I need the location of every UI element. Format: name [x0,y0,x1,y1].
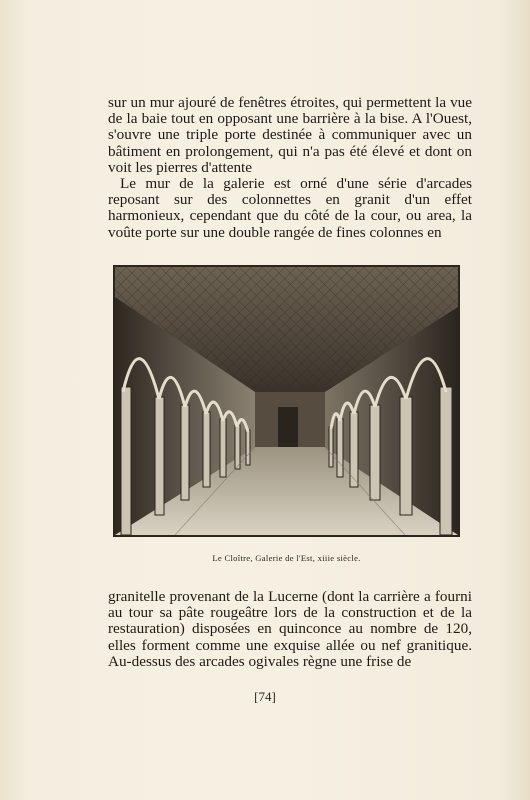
paragraph-2: Le mur de la galerie est orné d'une série d'arcades reposant sur des colonnettes en granit d'un effet harmonieux, cependant que du côté de la cour, ou area, la voûte porte sur une double rangée de fines colonnes en [108,175,472,241]
page-number: [74] [254,689,276,704]
paragraph-3: granitelle provenant de la Lucerne (dont la carrière a fourni au tour sa pâte rougeâtre lors de la construction et de la restauration) disposées en quinconce au nombre de 120, elles forment comme une exquise allée ou nef granitique. Au-dessus des arcades ogivales règne une frise de [108,588,472,670]
paragraph-1: sur un mur ajouré de fenêtres étroites, qui permettent la vue de la baie tout en opposant une barrière à la bise. A l'Ouest, s'ouvre une triple porte destinée à communiquer avec un bâtiment en prolongement, qui n'a pas été élevé et dont on voit les pierres d'attente [108,94,472,176]
body-text-top [108,95,472,241]
figure-caption: Le Cloître, Galerie de l'Est, xiiie siècle. [212,553,361,563]
body-text-bottom [108,589,472,670]
cloister-photograph [113,265,460,537]
cloister-photo-illustration [115,267,458,535]
